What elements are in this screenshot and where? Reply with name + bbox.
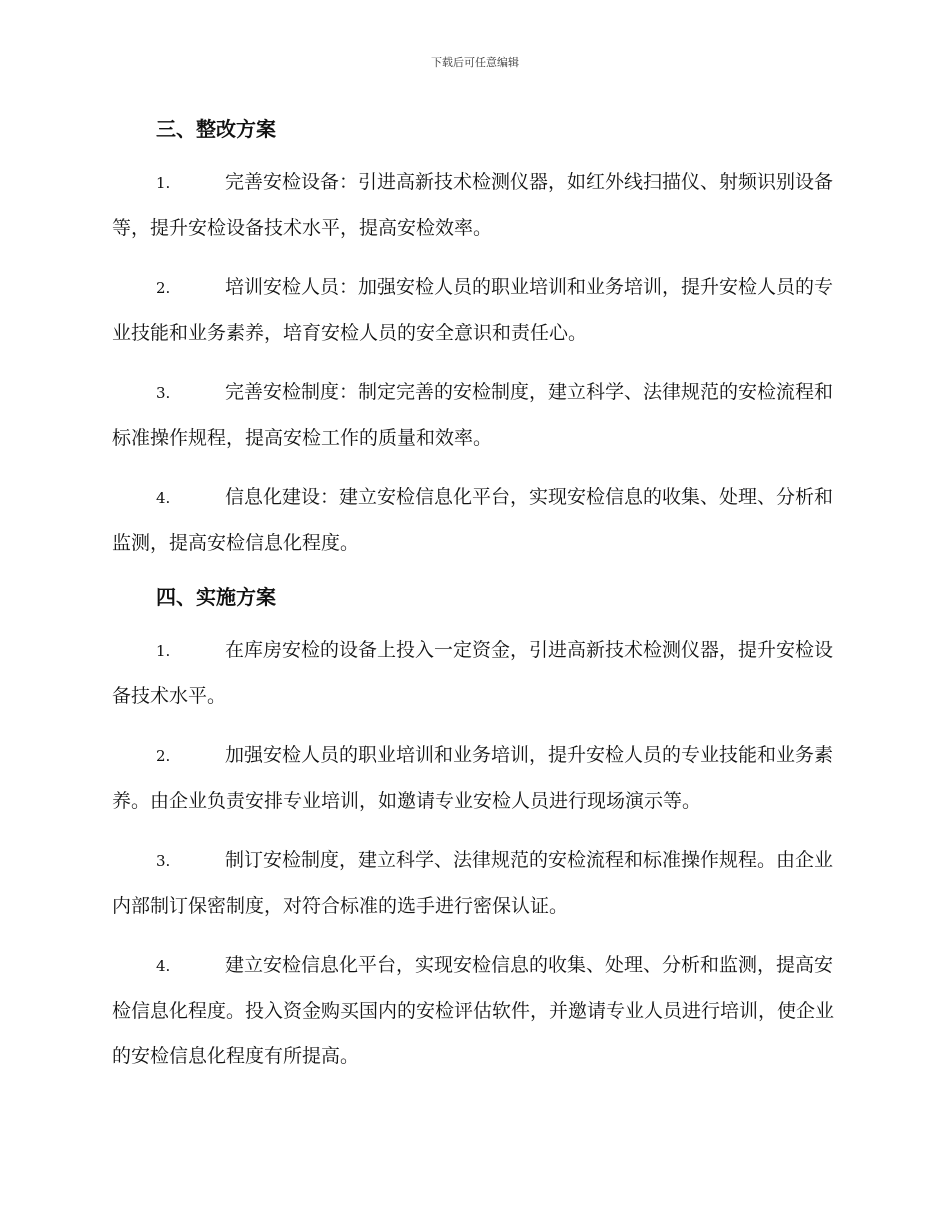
list-item	[112, 475, 836, 566]
list-item	[112, 838, 836, 929]
item-number: 4.	[156, 489, 171, 507]
list-item	[112, 265, 836, 356]
item-text: 信息化建设：建立安检信息化平台，实现安检信息的收集、处理、分析和监测，提高安检信息化程度。	[112, 486, 834, 554]
item-text: 在库房安检的设备上投入一定资金，引进高新技术检测仪器，提升安检设备技术水平。	[112, 639, 834, 707]
item-number: 2.	[156, 747, 171, 765]
item-text: 完善安检制度：制定完善的安检制度，建立科学、法律规范的安检流程和标准操作规程，提高安检工作的质量和效率。	[112, 381, 834, 449]
item-text: 建立安检信息化平台，实现安检信息的收集、处理、分析和监测，提高安检信息化程度。投入资金购买国内的安检评估软件，并邀请专业人员进行培训，使企业的安检信息化程度有所提高。	[112, 954, 835, 1067]
list-item	[112, 370, 836, 461]
list-item	[112, 160, 836, 251]
header-note: 下载后可任意编辑	[431, 56, 519, 69]
section-heading-implementation: 四、实施方案	[156, 585, 276, 609]
section-heading-rectification: 三、整改方案	[156, 117, 276, 141]
list-item	[112, 628, 836, 719]
item-number: 1.	[156, 174, 171, 192]
item-text: 培训安检人员：加强安检人员的职业培训和业务培训，提升安检人员的专业技能和业务素养，培育安检人员的安全意识和责任心。	[112, 276, 834, 344]
item-text: 完善安检设备：引进高新技术检测仪器，如红外线扫描仪、射频识别设备等，提升安检设备技术水平，提高安检效率。	[112, 171, 834, 239]
list-item	[112, 733, 836, 824]
item-number: 3.	[156, 384, 171, 402]
item-number: 3.	[156, 852, 171, 870]
item-number: 1.	[156, 642, 171, 660]
item-number: 4.	[156, 957, 171, 975]
item-number: 2.	[156, 279, 171, 297]
document-body	[112, 112, 836, 1093]
list-item	[112, 943, 836, 1079]
item-text: 加强安检人员的职业培训和业务培训，提升安检人员的专业技能和业务素养。由企业负责安排专业培训，如邀请专业安检人员进行现场演示等。	[112, 744, 834, 812]
item-text: 制订安检制度，建立科学、法律规范的安检流程和标准操作规程。由企业内部制订保密制度，对符合标准的选手进行密保认证。	[112, 849, 834, 917]
